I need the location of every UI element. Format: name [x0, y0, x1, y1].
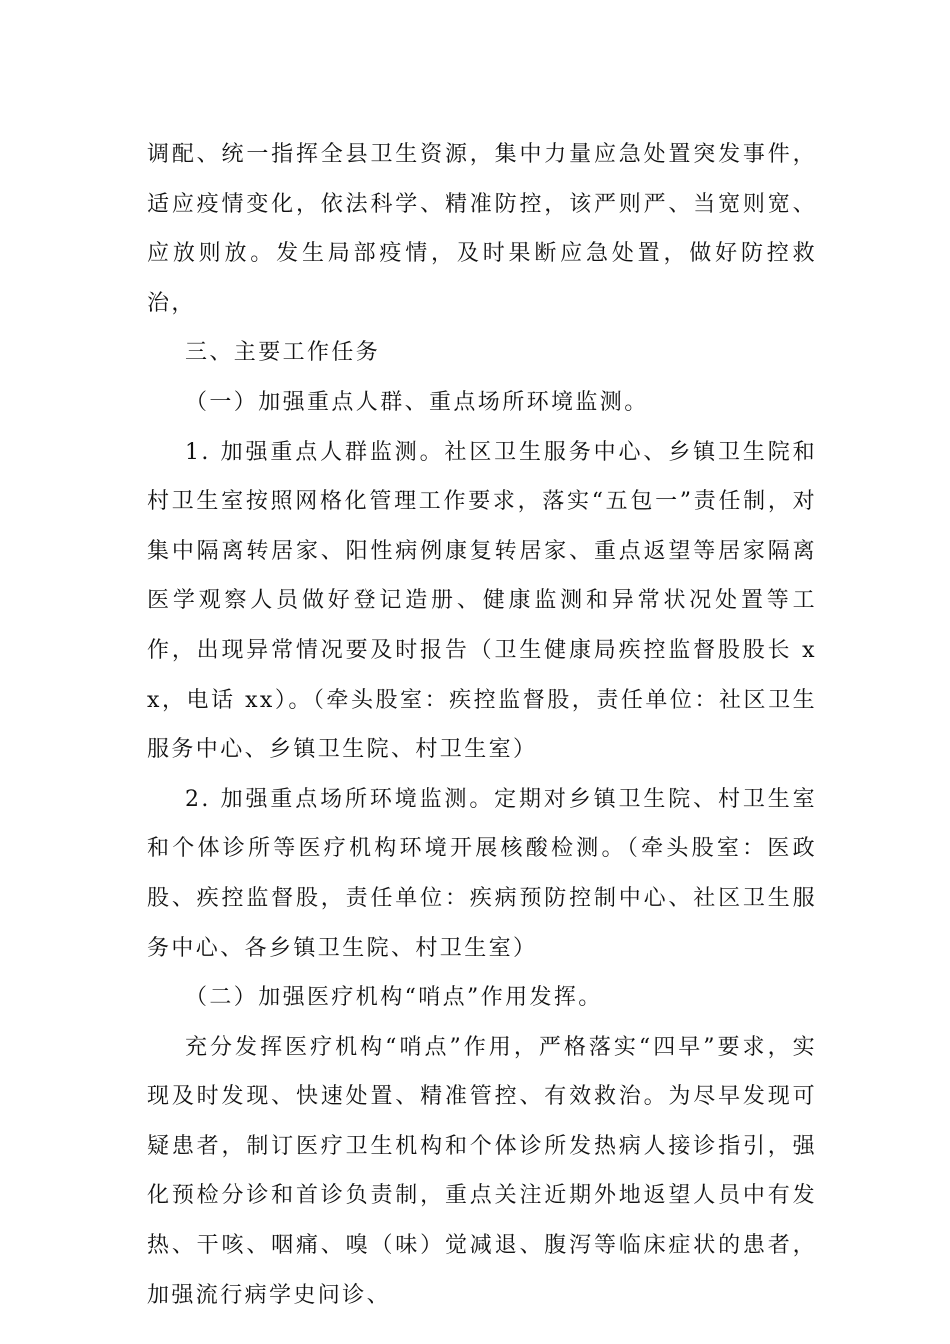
document-body — [147, 130, 817, 1320]
subsection-heading-sentinel: （二）加强医疗机构“哨点”作用发挥。 — [185, 985, 603, 1011]
subsection-heading-monitoring: （一）加强重点人群、重点场所环境监测。 — [185, 389, 649, 415]
paragraph-key-population-monitoring: 1. 加强重点人群监测。社区卫生服务中心、乡镇卫生院和村卫生室按照网格化管理工作要求，落实“五包一”责任制，对集中隔离转居家、阳性病例康复转居家、重点返望等居家隔离医学观察人员做好登记造册、健康监测和异常状况处置等工作，出现异常情况要及时报告（卫生健康局疾控监督股股长 xx，电话 xx）。（牵头股室：疾控监督股，责任单位：社区卫生服务中心、乡镇卫生院、村卫生室） — [147, 439, 817, 763]
section-heading-main-tasks: 三、主要工作任务 — [185, 340, 381, 366]
paragraph-intro: 调配、统一指挥全县卫生资源，集中力量应急处置突发事件，适应疫情变化，依法科学、精准防控，该严则严、当宽则宽、应放则放。发生局部疫情，及时果断应急处置，做好防控救治， — [147, 142, 817, 316]
paragraph-key-site-monitoring: 2. 加强重点场所环境监测。定期对乡镇卫生院、村卫生室和个体诊所等医疗机构环境开展核酸检测。（牵头股室：医政股、疾控监督股，责任单位：疾病预防控制中心、社区卫生服务中心、各乡镇卫生院、村卫生室） — [147, 786, 817, 961]
paragraph-sentinel-role: 充分发挥医疗机构“哨点”作用，严格落实“四早”要求，实现及时发现、快速处置、精准管控、有效救治。为尽早发现可疑患者，制订医疗卫生机构和个体诊所发热病人接诊指引，强化预检分诊和首诊负责制，重点关注近期外地返望人员中有发热、干咳、咽痛、嗅（味）觉减退、腹泻等临床症状的患者，加强流行病学史问诊、 — [147, 1034, 817, 1308]
